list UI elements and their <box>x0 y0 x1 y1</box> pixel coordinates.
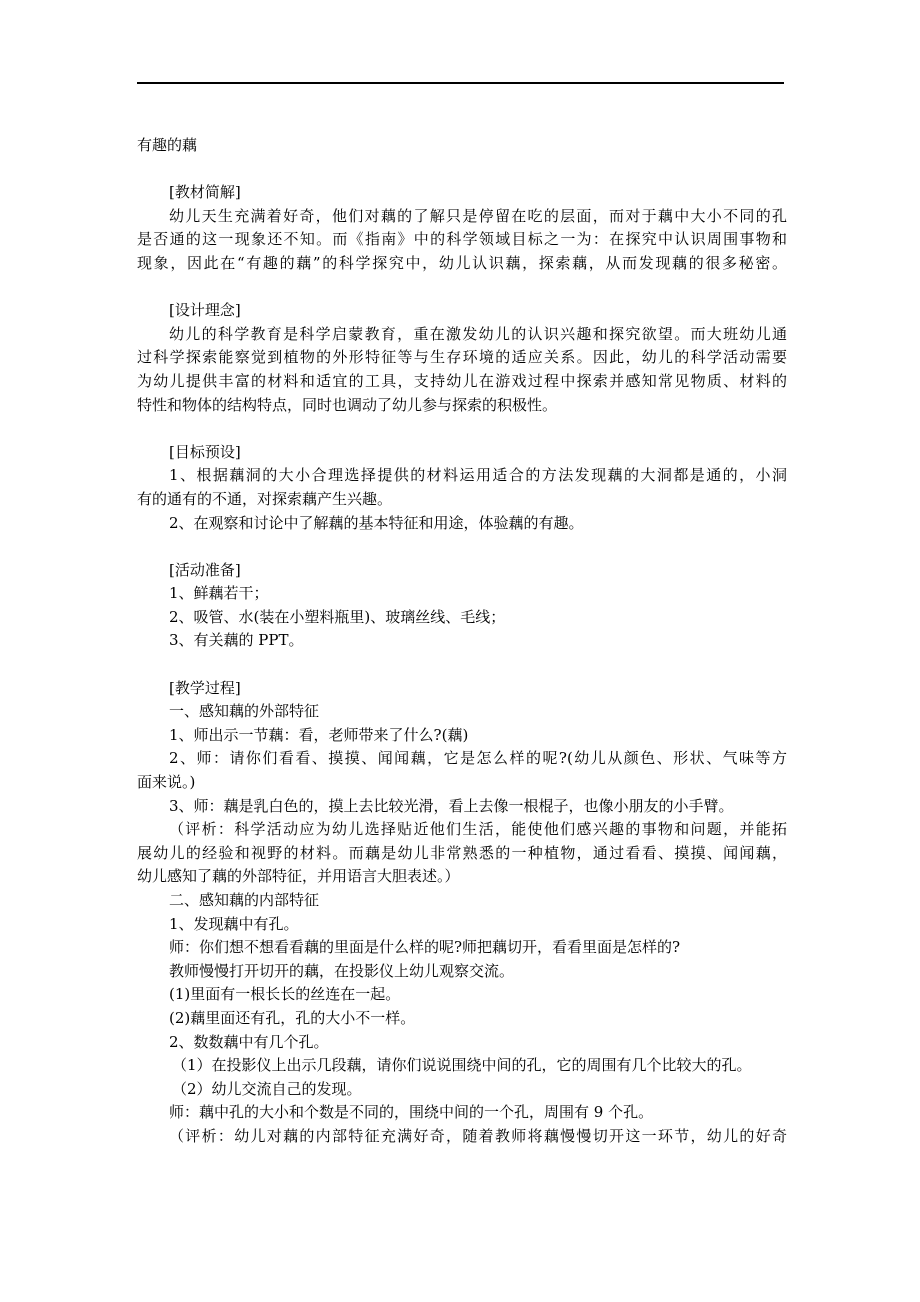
paragraph-line: 2、在观察和讨论中了解藕的基本特征和用途，体验藕的有趣。 <box>169 513 584 532</box>
paragraph-line: 1、师出示一节藕：看，老师带来了什么?(藕) <box>169 725 469 744</box>
section-heading: [设计理念] <box>169 301 241 320</box>
paragraph-line: 特性和物体的结构特点，同时也调动了幼儿参与探索的积极性。 <box>137 395 558 414</box>
subsection-heading: 一、感知藕的外部特征 <box>169 702 320 721</box>
section-heading: [活动准备] <box>169 560 241 579</box>
paragraph-line: 3、师：藕是乳白色的，摸上去比较光滑，看上去像一根棍子，也像小朋友的小手臂。 <box>169 796 734 815</box>
paragraph-line: 过科学探索能察觉到植物的外形特征等与生存环境的适应关系。因此，幼儿的科学活动需要 <box>137 348 787 367</box>
comment-line: （评析：科学活动应为幼儿选择贴近他们生活，能使他们感兴趣的事物和问题，并能拓 <box>169 820 787 839</box>
paragraph-line: 师：你们想不想看看藕的里面是什么样的呢?师把藕切开，看看里面是怎样的? <box>169 938 681 957</box>
list-item: 3、有关藕的 PPT。 <box>169 631 304 650</box>
list-item: （1）在投影仪上出示几段藕，请你们说说围绕中间的孔，它的周围有几个比较大的孔。 <box>172 1056 752 1075</box>
list-item: (2)藕里面还有孔，孔的大小不一样。 <box>169 1008 416 1027</box>
paragraph-line: 1、根据藕洞的大小合理选择提供的材料运用适合的方法发现藕的大洞都是通的，小洞 <box>169 466 787 485</box>
list-item: 1、鲜藕若干； <box>169 584 269 603</box>
document-body <box>137 134 787 1149</box>
section-heading: [教材简解] <box>169 183 241 202</box>
paragraph-line: 教师慢慢打开切开的藕，在投影仪上幼儿观察交流。 <box>169 961 515 980</box>
paragraph-line: 幼儿天生充满着好奇，他们对藕的了解只是停留在吃的层面，而对于藕中大小不同的孔 <box>169 206 787 225</box>
comment-line: 幼儿感知了藕的外部特征，并用语言大胆表述。） <box>137 867 460 886</box>
section-heading: [目标预设] <box>169 442 241 461</box>
paragraph-line: 幼儿的科学教育是科学启蒙教育，重在激发幼儿的认识兴趣和探究欲望。而大班幼儿通 <box>169 324 787 343</box>
list-item: 2、吸管、水(装在小塑料瓶里)、玻璃丝线、毛线； <box>169 607 506 626</box>
paragraph-line: 是否通的这一现象还不知。而《指南》中的科学领域目标之一为：在探究中认识周围事物和 <box>137 230 787 249</box>
section-heading: [教学过程] <box>169 678 241 697</box>
paragraph-line: 师：藕中孔的大小和个数是不同的，围绕中间的一个孔，周围有 9 个孔。 <box>169 1103 654 1122</box>
paragraph-line: 现象，因此在“有趣的藕”的科学探究中，幼儿认识藕，探索藕，从而发现藕的很多秘密。 <box>137 253 787 272</box>
list-item: (1)里面有一根长长的丝连在一起。 <box>169 985 401 1004</box>
paragraph-line: 2、师：请你们看看、摸摸、闻闻藕，它是怎么样的呢?(幼儿从颜色、形状、气味等方 <box>169 749 787 768</box>
paragraph-line: 2、数数藕中有几个孔。 <box>169 1032 329 1051</box>
document-title: 有趣的藕 <box>137 136 198 154</box>
paragraph-line: 有的通有的不通，对探索藕产生兴趣。 <box>137 489 393 508</box>
subsection-heading: 二、感知藕的内部特征 <box>169 891 320 909</box>
header-rule <box>137 82 784 84</box>
comment-line: （评析：幼儿对藕的内部特征充满好奇，随着教师将藕慢慢切开这一环节，幼儿的好奇 <box>169 1126 787 1145</box>
paragraph-line: 为幼儿提供丰富的材料和适宜的工具，支持幼儿在游戏过程中探索并感知常见物质、材料的 <box>137 371 787 390</box>
comment-line: 展幼儿的经验和视野的材料。而藕是幼儿非常熟悉的一种植物，通过看看、摸摸、闻闻藕， <box>137 843 787 862</box>
paragraph-line: 面来说。) <box>137 773 196 792</box>
list-item: （2）幼儿交流自己的发现。 <box>172 1079 362 1098</box>
paragraph-line: 1、发现藕中有孔。 <box>169 914 299 933</box>
